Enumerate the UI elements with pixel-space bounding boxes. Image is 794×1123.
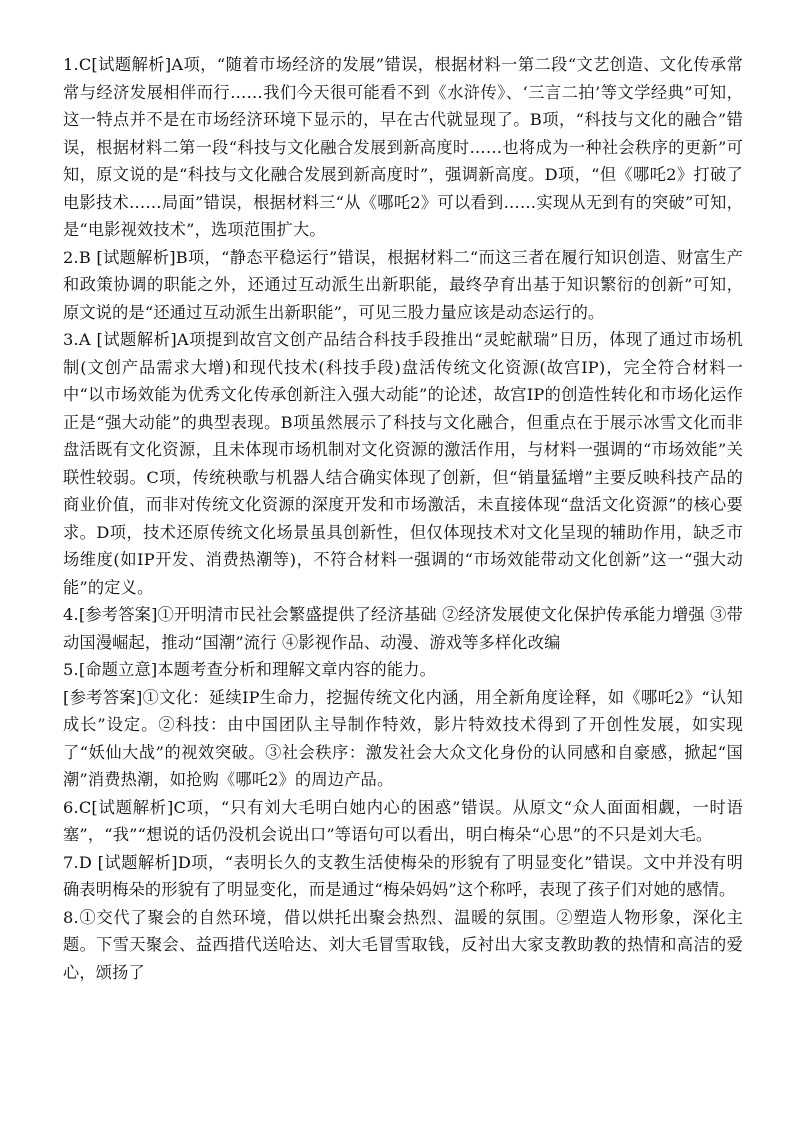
- answer-8-paragraph: 8.①交代了聚会的自然环境，借以烘托出聚会热烈、温暖的氛围。②塑造人物形象，深化主题。下雪天聚会、益西措代送哈达、刘大毛冒雪取钱，反衬出大家支教助教的热情和高洁的爱心，颂扬了: [63, 907, 743, 982]
- answer-5-reference-paragraph: [参考答案]①文化：延续IP生命力，挖掘传统文化内涵，用全新角度诠释，如《哪吒2》“认知成长”设定。②科技：由中国团队主导制作特效，影片特效技术得到了开创性发展，如实现了“妖仙大战”的视效突破。③社会秩序：激发社会大众文化身份的认同感和自豪感，掀起“国潮”消费热潮，如抢购《哪吒2》的周边产品。: [63, 687, 743, 789]
- answer-1-paragraph: 1.C[试题解析]A项，“随着市场经济的发展”错误，根据材料一第二段“文艺创造、文化传承常常与经济发展相伴而行……我们今天很可能看不到《水浒传》、‘三言二拍’等文学经典”可知，这一特点并不是在市场经济环境下显示的，早在古代就显现了。B项，“科技与文化的融合”错误，根据材料二第一段“科技与文化融合发展到新高度时……也将成为一种社会秩序的更新”可知，原文说的是“科技与文化融合发展到新高度时”，强调新高度。D项，“但《哪吒2》打破了电影技术……局面”错误，根据材料三“从《哪吒2》可以看到……实现从无到有的突破”可知，是“电影视效技术”，选项范围扩大。: [63, 55, 743, 239]
- answer-3-paragraph: 3.A [试题解析]A项提到故宫文创产品结合科技手段推出“灵蛇献瑞”日历，体现了通过市场机制(文创产品需求大增)和现代技术(科技手段)盘活传统文化资源(故宫IP)，完全符合材料一中“以市场效能为优秀文化传承创新注入强大动能”的论述，故宫IP的创造性转化和市场化运作正是“强大动能”的典型表现。B项虽然展示了科技与文化融合，但重点在于展示冰雪文化而非盘活既有文化资源，且未体现市场机制对文化资源的激活作用，与材料一强调的“市场效能”关联性较弱。C项，传统秧歌与机器人结合确实体现了创新，但“销量猛增”主要反映科技产品的商业价值，而非对传统文化资源的深度开发和市场激活，未直接体现“盘活文化资源”的核心要求。D项，技术还原传统文化场景虽具创新性，但仅体现技术对文化呈现的辅助作用，缺乏市场维度(如IP开发、消费热潮等)，不符合材料一强调的“市场效能带动文化创新”这一“强大动能”的定义。: [63, 330, 743, 597]
- answer-2-paragraph: 2.B [试题解析]B项，“静态平稳运行”错误，根据材料二“而这三者在履行知识创造、财富生产和政策协调的职能之外，还通过互动派生出新职能，最终孕育出基于知识繁衍的创新”可知，原文说的是“还通过互动派生出新职能”，可见三股力量应该是动态运行的。: [63, 247, 743, 322]
- answer-6-paragraph: 6.C[试题解析]C项，“只有刘大毛明白她内心的困惑”错误。从原文“众人面面相觑，一时语塞”，“我”“想说的话仍没机会说出口”等语句可以看出，明白梅朵“心思”的不只是刘大毛。: [63, 797, 743, 844]
- answer-document: [63, 51, 743, 986]
- answer-5-intent-paragraph: 5.[命题立意]本题考查分析和理解文章内容的能力。: [63, 660, 437, 679]
- answer-7-paragraph: 7.D [试题解析]D项，“表明长久的支教生活使梅朵的形貌有了明显变化”错误。文中并没有明确表明梅朵的形貌有了明显变化，而是通过“梅朵妈妈”这个称呼，表现了孩子们对她的感情。: [63, 852, 743, 899]
- answer-4-paragraph: 4.[参考答案]①开明清市民社会繁盛提供了经济基础 ②经济发展使文化保护传承能力增强 ③带动国漫崛起，推动“国潮”流行 ④影视作品、动漫、游戏等多样化改编: [63, 605, 743, 652]
